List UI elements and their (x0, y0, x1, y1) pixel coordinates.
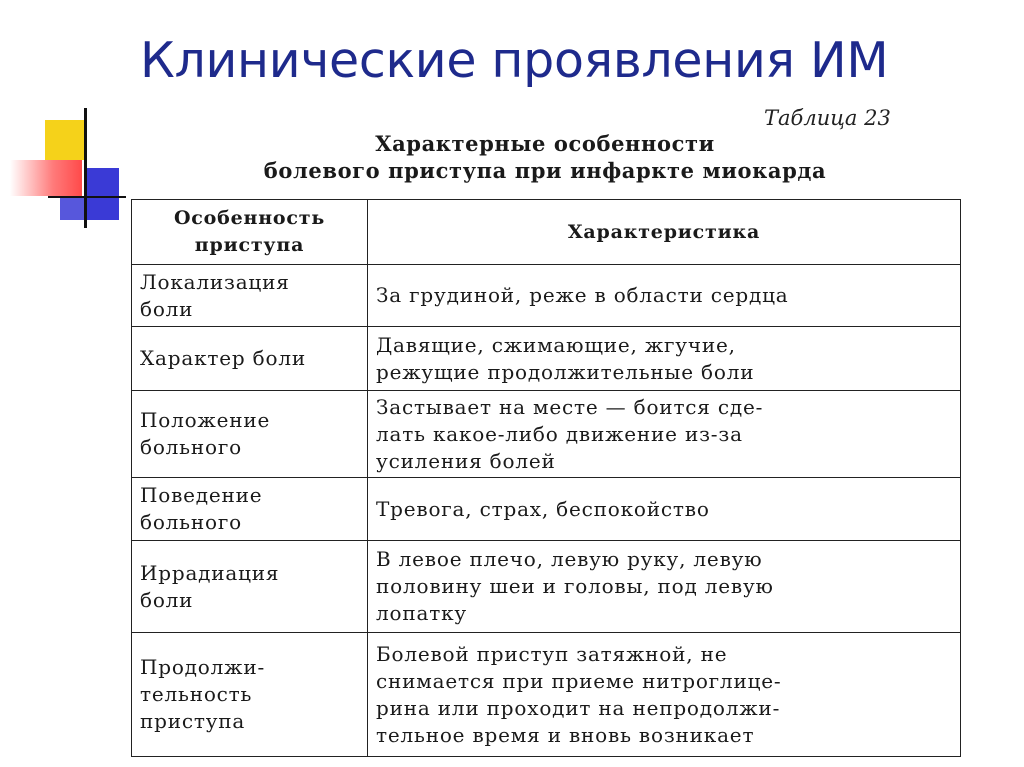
cell-line: Положение (140, 408, 271, 432)
description-cell (368, 391, 961, 478)
cell-line: Тревога, страх, беспокойство (376, 496, 710, 521)
logo-yellow-square (45, 120, 85, 160)
cell-line: боли (140, 587, 194, 612)
header-line: Особенность (173, 207, 326, 229)
feature-cell (132, 327, 368, 391)
table-row (132, 327, 961, 391)
cell-line: Болевой приступ затяжной, не (376, 641, 728, 666)
cell-line: Характер боли (140, 346, 306, 370)
description-cell (368, 265, 961, 327)
cell-line: усиления болей (376, 448, 556, 473)
header-line: Характеристика (567, 220, 761, 243)
feature-cell (132, 478, 368, 541)
cell-line: лопатку (376, 601, 467, 625)
feature-cell (132, 541, 368, 633)
table-header-row (132, 200, 961, 265)
description-cell (368, 633, 961, 757)
cell-line: боли (140, 296, 194, 321)
cell-line: Застывает на месте — боится сде- (376, 394, 764, 419)
cell-line: снимается при приеме нитроглице- (376, 668, 782, 693)
slide-title: Клинические проявления ИМ (140, 32, 889, 89)
header-line: приступа (194, 234, 305, 256)
table-heading-line: Характерные особенности (375, 131, 715, 156)
table-row (132, 633, 961, 757)
feature-cell (132, 265, 368, 327)
cell-line: Продолжи- (140, 655, 266, 679)
logo-vertical-line (84, 108, 87, 228)
cell-line: Локализация (140, 269, 290, 294)
cell-line: режущие продолжительные боли (376, 359, 755, 384)
feature-cell (132, 633, 368, 757)
table-number-label: Таблица 23 (764, 106, 891, 130)
cell-line: тельность (140, 682, 253, 706)
description-cell (368, 478, 961, 541)
cell-line: больного (140, 435, 242, 459)
column-header-characteristic (368, 200, 961, 265)
logo-red-square (10, 160, 82, 196)
table-row (132, 265, 961, 327)
logo-blue-square (87, 168, 119, 220)
cell-line: Иррадиация (140, 560, 280, 585)
table-row (132, 541, 961, 633)
table-row (132, 478, 961, 541)
cell-line: больного (140, 510, 242, 534)
description-cell (368, 541, 961, 633)
cell-line: Давящие, сжимающие, жгучие, (376, 332, 736, 357)
cell-line: Поведение (140, 483, 263, 507)
table-heading-line: болевого приступа при инфаркте миокарда (263, 158, 827, 183)
symptoms-table (131, 199, 961, 757)
logo-horizontal-line (48, 196, 126, 198)
cell-line: тельное время и вновь возникает (376, 722, 755, 747)
description-cell (368, 327, 961, 391)
cell-line: рина или проходит на непродолжи- (376, 695, 781, 720)
table-heading (130, 130, 960, 184)
cell-line: половину шеи и головы, под левую (376, 574, 774, 598)
table-row (132, 391, 961, 478)
cell-line: За грудиной, реже в области сердца (376, 283, 789, 307)
column-header-feature (132, 200, 368, 265)
cell-line: приступа (140, 709, 246, 733)
cell-line: В левое плечо, левую руку, левую (376, 547, 763, 571)
feature-cell (132, 391, 368, 478)
cell-line: лать какое-либо движение из-за (376, 421, 743, 446)
